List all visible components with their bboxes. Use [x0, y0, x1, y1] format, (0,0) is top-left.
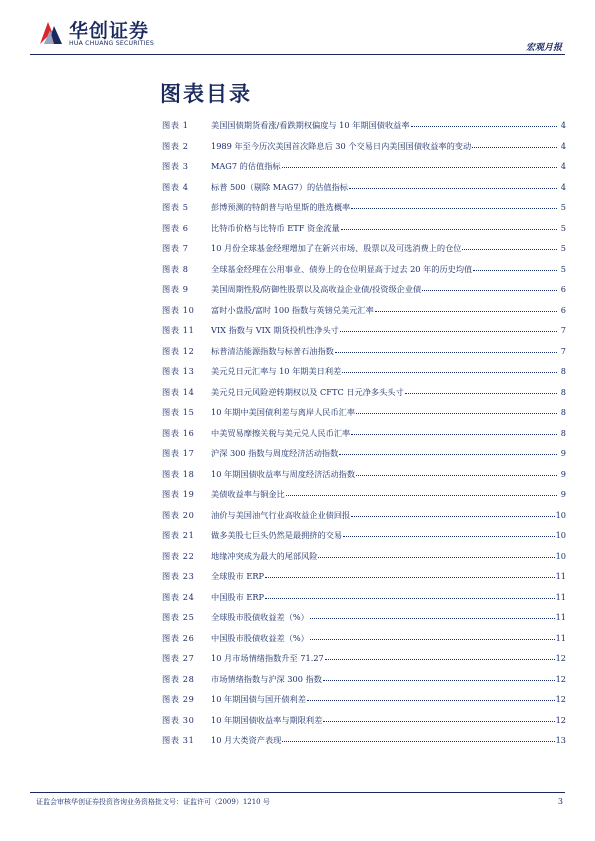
toc-entry-number: 图表 15 [162, 407, 195, 417]
toc-entry[interactable] [162, 346, 566, 367]
toc-entry-title: 中美贸易摩擦关税与美元兑人民币汇率 [211, 427, 351, 438]
toc-entry-page: 13 [555, 735, 566, 745]
toc-entry-title: 10 年期国债收益率与周度经济活动指数 [211, 468, 356, 479]
toc-entry-title: 10 月份全球基金经理增加了在新兴市场、股票以及可选消费上的仓位 [211, 243, 462, 253]
toc-entry-number: 图表 27 [162, 653, 195, 663]
toc-dot-leader [310, 617, 555, 619]
toc-entry-page: 9 [560, 448, 566, 458]
toc-entry-page: 11 [555, 571, 566, 581]
toc-entry[interactable] [162, 592, 566, 613]
toc-entry[interactable] [162, 510, 566, 531]
toc-entry-title: 中国股市 ERP [211, 591, 265, 602]
toc-entry-page: 11 [555, 612, 566, 622]
toc-entry[interactable] [162, 325, 566, 346]
toc-entry-page: 4 [560, 120, 566, 130]
toc-entry[interactable] [162, 571, 566, 592]
toc-entry-page: 7 [560, 325, 566, 335]
toc-dot-leader [349, 187, 557, 189]
toc-entry-number: 图表 16 [162, 427, 195, 438]
toc-entry-number: 图表 12 [162, 345, 195, 356]
toc-dot-leader [282, 166, 557, 168]
toc-entry-number: 图表 19 [162, 489, 195, 499]
toc-entry-number: 图表 31 [162, 735, 195, 745]
toc-entry[interactable] [162, 223, 566, 244]
toc-entry-page: 12 [555, 714, 566, 725]
toc-dot-leader [351, 515, 554, 517]
toc-entry-page: 6 [560, 304, 566, 315]
toc-entry-number: 图表 13 [162, 366, 195, 376]
toc-entry[interactable] [162, 489, 566, 510]
toc-entry-title: 比特币价格与比特币 ETF 资金流量 [211, 222, 340, 233]
toc-entry[interactable] [162, 366, 566, 387]
toc-entry-number: 图表 9 [162, 284, 189, 294]
toc-entry-title: 10 月大类资产表现 [211, 735, 282, 745]
toc-dot-leader [462, 248, 557, 250]
toc-entry-number: 图表 1 [162, 120, 189, 130]
toc-entry-page: 12 [555, 673, 566, 684]
logo-chinese-name: 华创证券 [69, 20, 150, 42]
toc-entry[interactable] [162, 182, 566, 203]
toc-entry[interactable] [162, 448, 566, 469]
toc-entry-number: 图表 28 [162, 673, 195, 684]
toc-dot-leader [342, 371, 557, 373]
toc-entry[interactable] [162, 735, 566, 756]
page-header [0, 0, 595, 60]
toc-entry-title: 做多美股七巨头仍然是最拥挤的交易 [211, 530, 343, 540]
toc-entry-number: 图表 4 [162, 181, 189, 192]
toc-entry[interactable] [162, 141, 566, 162]
toc-entry-title: 全球基金经理在公用事业、债券上的仓位明显高于过去 20 年的历史均值 [211, 263, 473, 274]
toc-entry-page: 10 [555, 509, 566, 520]
toc-dot-leader [307, 699, 555, 701]
toc-entry[interactable] [162, 530, 566, 551]
toc-entry-page: 5 [560, 263, 566, 274]
toc-entry-number: 图表 14 [162, 386, 195, 397]
toc-entry-title: 中国股市股债收益差（%） [211, 632, 309, 643]
toc-entry[interactable] [162, 305, 566, 326]
toc-entry-page: 7 [560, 345, 566, 356]
toc-entry-title: 美债收益率与铜金比 [211, 489, 285, 499]
toc-entry-page: 8 [560, 366, 566, 376]
toc-dot-leader [265, 597, 555, 599]
toc-entry[interactable] [162, 161, 566, 182]
toc-entry-number: 图表 30 [162, 714, 195, 725]
toc-entry[interactable] [162, 694, 566, 715]
toc-entry-page: 5 [560, 243, 566, 253]
toc-dot-leader [351, 433, 557, 435]
toc-dot-leader [473, 269, 557, 271]
toc-entry[interactable] [162, 202, 566, 223]
toc-dot-leader [422, 289, 557, 291]
toc-entry-title: 地缘冲突成为最大的尾部风险 [211, 550, 318, 561]
toc-dot-leader [343, 535, 555, 537]
toc-entry[interactable] [162, 715, 566, 736]
toc-dot-leader [339, 453, 557, 455]
toc-dot-leader [282, 740, 554, 742]
toc-dot-leader [310, 638, 555, 640]
toc-entry-title: 美国周期性股/防御性股票以及高收益企业债/投资级企业债 [211, 284, 422, 294]
toc-entry[interactable] [162, 120, 566, 141]
toc-dot-leader [411, 125, 557, 127]
toc-entry-title: 10 年期国债收益率与期限利差 [211, 714, 323, 725]
toc-entry[interactable] [162, 612, 566, 633]
report-type-label: 宏观月报 [525, 43, 562, 53]
toc-entry-page: 5 [560, 202, 566, 212]
toc-entry-number: 图表 22 [162, 550, 195, 561]
toc-entry-page: 12 [555, 694, 566, 704]
toc-entry-number: 图表 18 [162, 468, 195, 479]
toc-entry-title: 油价与美国油气行业高收益企业债回报 [211, 509, 351, 520]
toc-entry-page: 8 [560, 407, 566, 417]
toc-entry-page: 11 [555, 591, 566, 602]
toc-entry-number: 图表 5 [162, 202, 189, 212]
toc-entry-page: 9 [560, 489, 566, 499]
page-title: 图表目录 [160, 82, 252, 106]
toc-entry-page: 4 [560, 161, 566, 171]
toc-entry-title: 沪深 300 指数与周度经济活动指数 [211, 448, 339, 458]
toc-entry-title: 全球股市股债收益差（%） [211, 612, 309, 622]
logo-mark-icon [38, 18, 64, 46]
toc-entry[interactable] [162, 633, 566, 654]
toc-entry-title: 10 月市场情绪指数升至 71.27 [211, 653, 324, 663]
toc-entry-number: 图表 8 [162, 263, 189, 274]
toc-entry-page: 10 [555, 550, 566, 561]
toc-dot-leader [472, 146, 557, 148]
toc-entry-title: 标普清洁能源指数与标普石油指数 [211, 345, 334, 356]
toc-entry-number: 图表 2 [162, 140, 189, 151]
toc-entry-title: 美元兑日元汇率与 10 年期美日利差 [211, 366, 342, 376]
toc-entry-number: 图表 17 [162, 448, 195, 458]
toc-entry-title: 10 年期中美国债利差与离岸人民币汇率 [211, 407, 356, 417]
toc-entry-title: 美国国债期货看涨/看跌期权偏度与 10 年期国债收益率 [211, 120, 410, 130]
toc-entry[interactable] [162, 428, 566, 449]
toc-entry-title: 市场情绪指数与沪深 300 指数 [211, 673, 322, 684]
toc-entry-page: 4 [560, 181, 566, 192]
toc-entry-number: 图表 3 [162, 161, 189, 171]
toc-entry-page: 5 [560, 222, 566, 233]
toc-entry-number: 图表 26 [162, 632, 195, 643]
toc-entry[interactable] [162, 551, 566, 572]
toc-entry[interactable] [162, 653, 566, 674]
toc-entry-number: 图表 25 [162, 612, 195, 622]
toc-entry-title: VIX 指数与 VIX 期货投机性净头寸 [211, 325, 339, 335]
page-number: 3 [557, 797, 563, 806]
toc-entry-title: 标普 500（剔除 MAG7）的估值指标 [211, 181, 348, 192]
toc-entry-title: 全球股市 ERP [211, 571, 265, 581]
toc-dot-leader [323, 720, 554, 722]
company-logo [38, 18, 163, 48]
toc-entry[interactable] [162, 243, 566, 264]
toc-dot-leader [323, 679, 555, 681]
header-divider [30, 54, 565, 55]
toc-entry[interactable] [162, 264, 566, 285]
logo-english-name: HUA CHUANG SECURITIES [69, 40, 154, 47]
toc-dot-leader [405, 392, 557, 394]
toc-entry[interactable] [162, 674, 566, 695]
toc-dot-leader [356, 474, 557, 476]
toc-dot-leader [341, 228, 557, 230]
toc-entry-number: 图表 7 [162, 243, 189, 253]
footer-divider [30, 792, 565, 793]
toc-entry-number: 图表 23 [162, 571, 195, 581]
toc-dot-leader [335, 351, 557, 353]
toc-entry-number: 图表 29 [162, 694, 195, 704]
toc-dot-leader [265, 576, 555, 578]
toc-entry-number: 图表 21 [162, 530, 195, 540]
toc-entry-page: 9 [560, 468, 566, 479]
toc-entry-number: 图表 20 [162, 509, 195, 520]
toc-entry-title: 彭博预测的特朗普与哈里斯的胜选概率 [211, 202, 351, 212]
toc-dot-leader [286, 494, 557, 496]
toc-entry-title: 1989 年至今历次美国首次降息后 30 个交易日内美国国债收益率的变动 [211, 140, 472, 151]
toc-entry-page: 11 [555, 632, 566, 643]
toc-entry-page: 8 [560, 427, 566, 438]
toc-entry-title: 富时小盘股/富时 100 指数与英镑兑美元汇率 [211, 304, 374, 315]
toc-dot-leader [325, 658, 555, 660]
footer-license-text: 证监会审核华创证券投资咨询业务资格批文号：证监许可（2009）1210 号 [36, 798, 270, 806]
toc-entry-page: 8 [560, 386, 566, 397]
toc-entry-page: 4 [560, 140, 566, 151]
toc-dot-leader [351, 207, 557, 209]
toc-dot-leader [356, 412, 557, 414]
toc-entry-title: MAG7 的估值指标 [211, 161, 281, 171]
toc-entry-number: 图表 24 [162, 591, 195, 602]
toc-entry[interactable] [162, 407, 566, 428]
toc-entry-number: 图表 11 [162, 325, 195, 335]
toc-entry[interactable] [162, 469, 566, 490]
toc-dot-leader [375, 310, 557, 312]
toc-entry-number: 图表 6 [162, 222, 189, 233]
table-of-figures [162, 120, 566, 756]
toc-entry-page: 10 [555, 530, 566, 540]
toc-entry-page: 6 [560, 284, 566, 294]
toc-entry-title: 美元兑日元风险逆转期权以及 CFTC 日元净多头头寸 [211, 386, 404, 397]
toc-entry-page: 12 [555, 653, 566, 663]
toc-entry-number: 图表 10 [162, 304, 195, 315]
toc-entry-title: 10 年期国债与国开债利差 [211, 694, 306, 704]
toc-dot-leader [318, 556, 554, 558]
toc-entry[interactable] [162, 387, 566, 408]
toc-dot-leader [340, 330, 557, 332]
toc-entry[interactable] [162, 284, 566, 305]
